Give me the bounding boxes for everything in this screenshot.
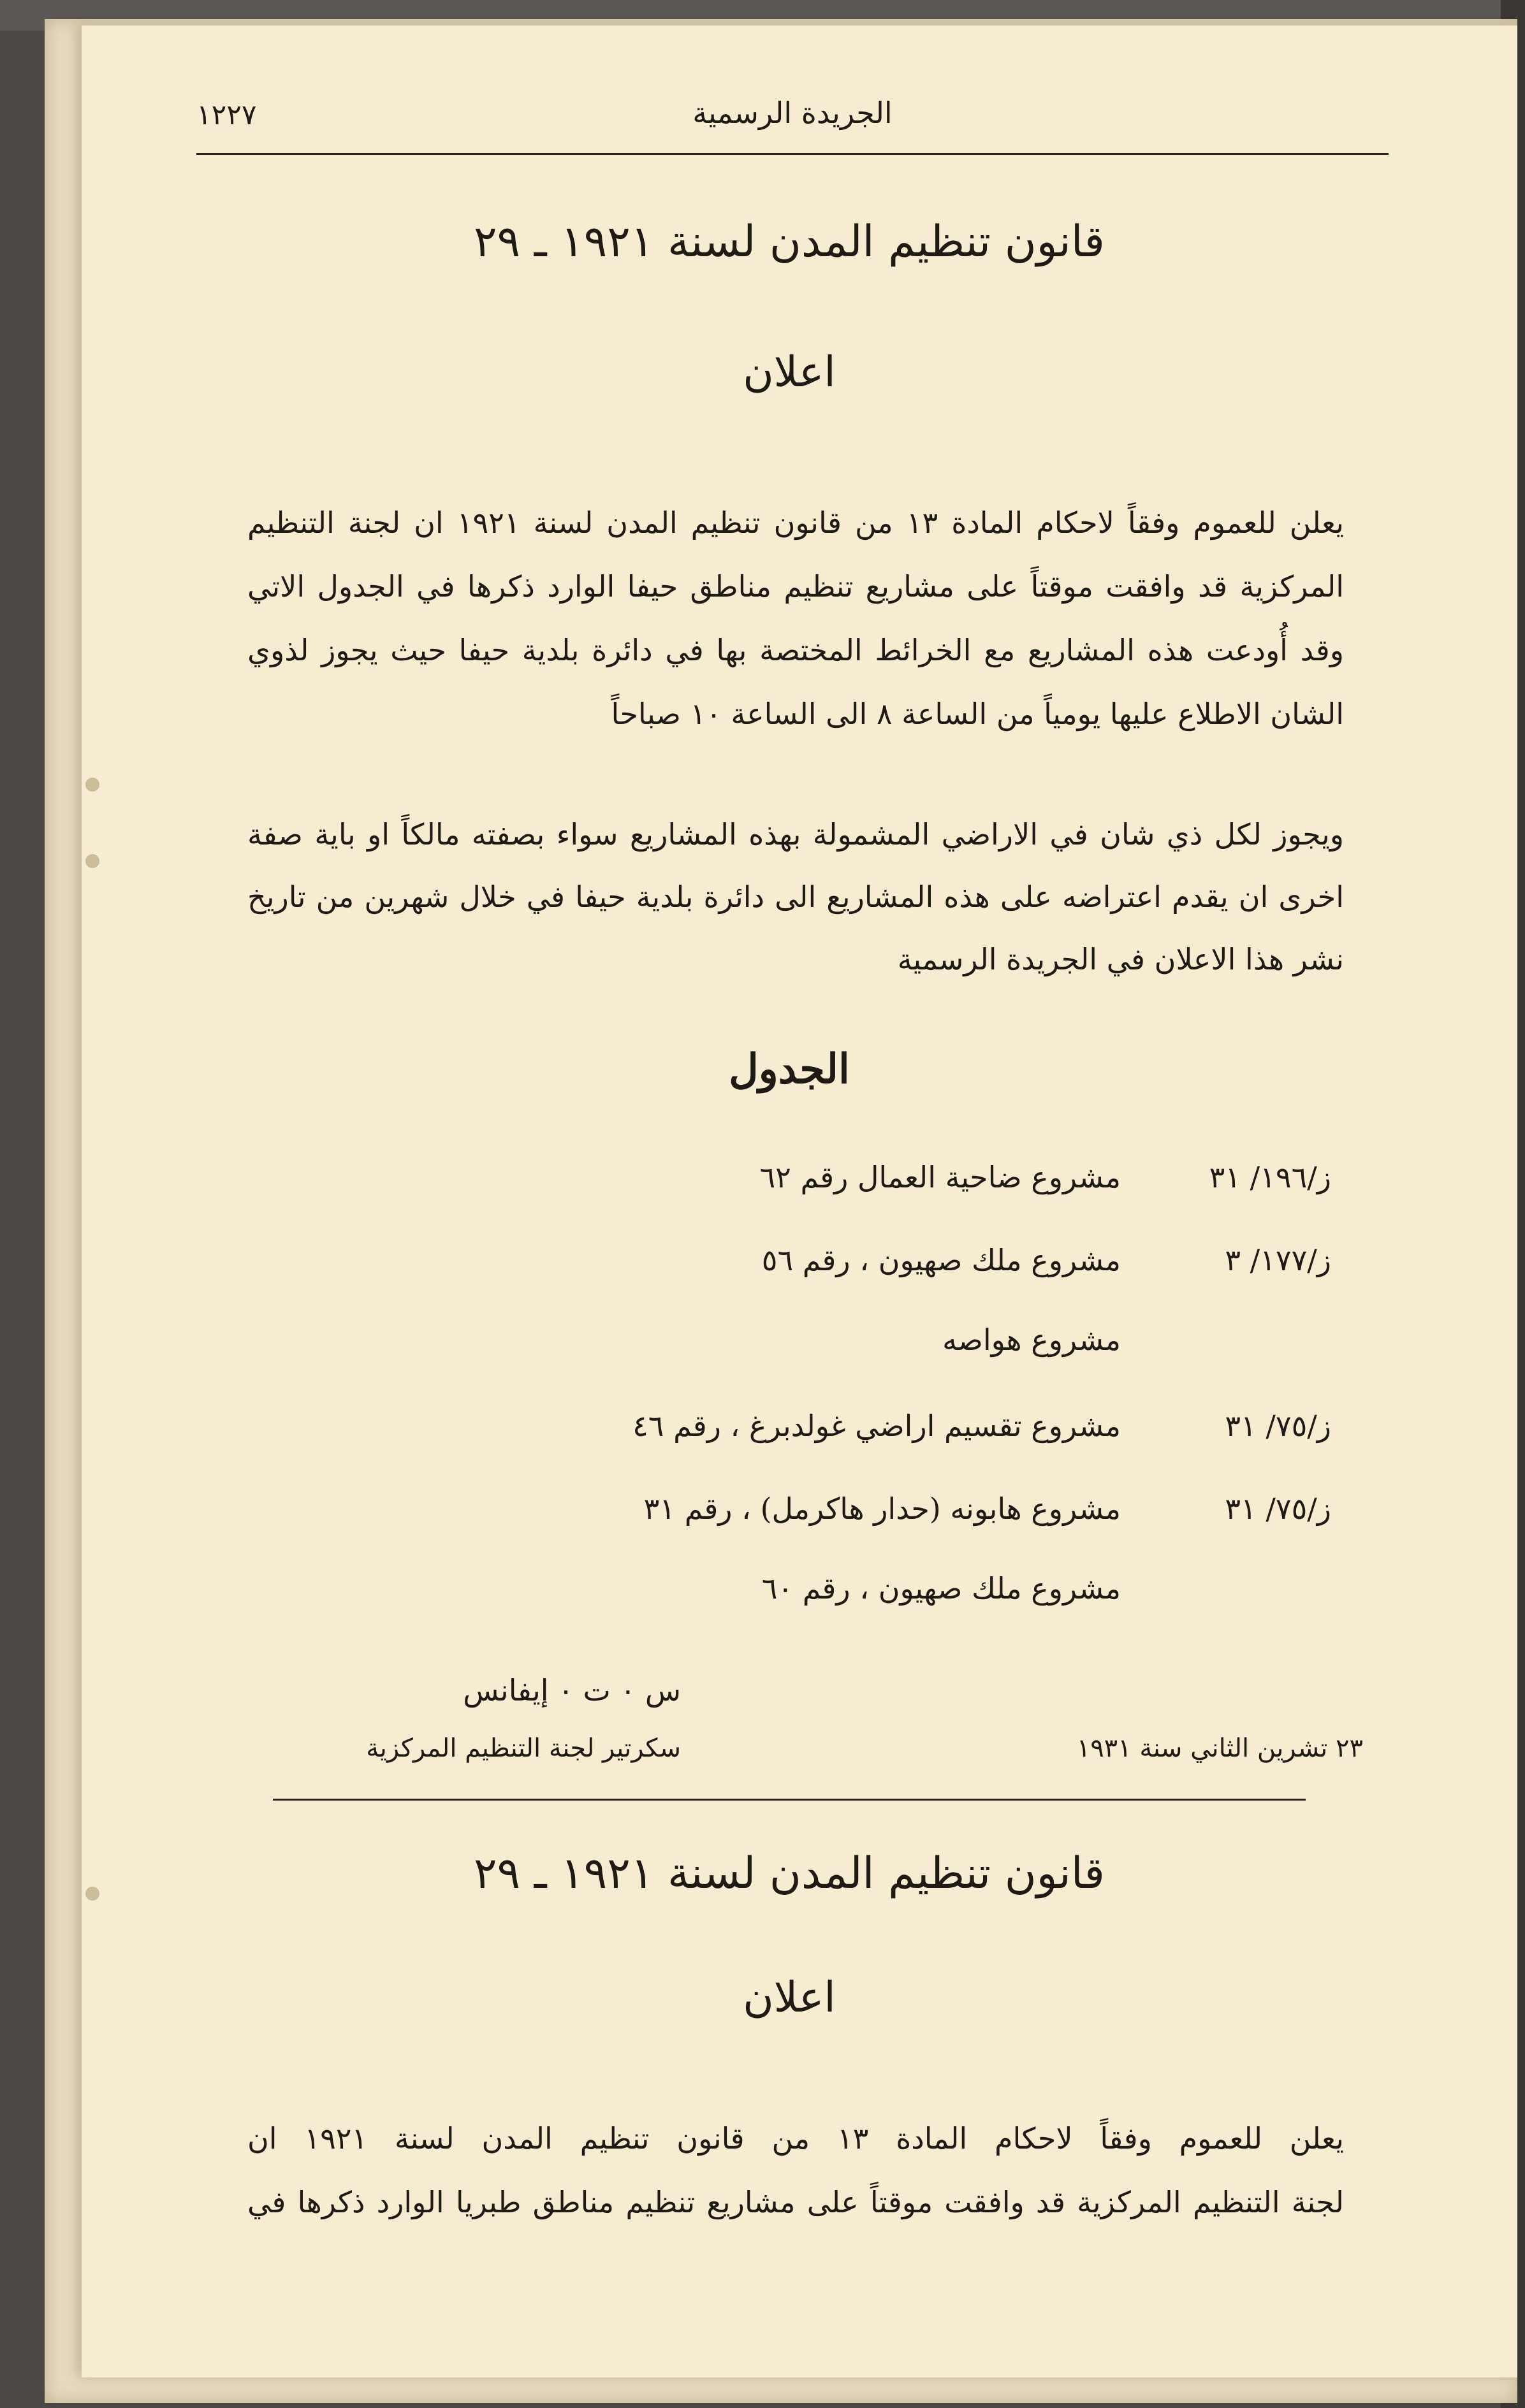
table-project: مشروع هواصه: [942, 1323, 1121, 1357]
header-rule: [196, 153, 1389, 155]
table-project: مشروع تقسيم اراضي غولدبرغ ، رقم ٤٦: [632, 1409, 1121, 1443]
table-row: [566, 1571, 1331, 1622]
signatory-title: سكرتير لجنة التنظيم المركزية: [366, 1734, 681, 1763]
table-project: مشروع هابونه (حدار هاكرمل) ، رقم ٣١: [643, 1491, 1121, 1526]
notice1-law-title: قانون تنظيم المدن لسنة ١٩٢١ ـ ٢٩: [474, 217, 1105, 267]
table-ref: ز/١٩٦/ ٣١: [1209, 1160, 1331, 1194]
table-row: [566, 1160, 1331, 1211]
page-number: ١٢٢٧: [196, 99, 257, 131]
table-row: [566, 1323, 1331, 1374]
table-project: مشروع ملك صهيون ، رقم ٦٠: [761, 1571, 1121, 1606]
gazette-page: [82, 25, 1517, 2377]
binding-hole: [85, 1887, 99, 1901]
notice2-heading: اعلان: [743, 1973, 836, 2022]
table-ref: ز/٧٥/ ٣١: [1225, 1409, 1331, 1443]
binding-hole: [85, 854, 99, 868]
table-row: [566, 1243, 1331, 1294]
running-header: [196, 96, 1389, 153]
table-row: [566, 1409, 1331, 1460]
notice-date: ٢٣ تشرين الثاني سنة ١٩٣١: [1076, 1734, 1363, 1763]
notice1-paragraph-2: ويجوز لكل ذي شان في الاراضي المشمولة بهذه المشاريع سواء بصفته مالكاً او باية صفة اخرى ان يقدم اعتراضه على هذه المشاريع الى دائرة بلدية حيفا في خلال شهرين من تاريخ نشر هذا الاعلان في الجريدة الرسمية: [247, 817, 1344, 976]
notice2-paragraph-line-2: لجنة التنظيم المركزية قد وافقت موقتاً على مشاريع تنظيم مناطق طبريا الوارد ذكرها في: [247, 2185, 1344, 2219]
table-ref: ز/٧٥/ ٣١: [1225, 1491, 1331, 1526]
table-project: مشروع ضاحية العمال رقم ٦٢: [759, 1160, 1121, 1194]
binding-hole: [85, 778, 99, 792]
gazette-title: الجريدة الرسمية: [692, 96, 893, 130]
table-project: مشروع ملك صهيون ، رقم ٥٦: [761, 1243, 1121, 1277]
table-row: [566, 1491, 1331, 1542]
signatory-name: س ٠ ت ٠ إيفانس: [463, 1673, 681, 1708]
section-divider: [273, 1799, 1306, 1801]
table-ref: ز/١٧٧/ ٣: [1225, 1243, 1331, 1277]
notice1-heading: اعلان: [743, 347, 836, 396]
notice2-law-title: قانون تنظيم المدن لسنة ١٩٢١ ـ ٢٩: [474, 1848, 1105, 1899]
table-heading: الجدول: [729, 1045, 850, 1093]
notice2-paragraph-line-1: يعلن للعموم وفقاً لاحكام المادة ١٣ من قانون تنظيم المدن لسنة ١٩٢١ ان: [247, 2121, 1345, 2156]
notice1-paragraph-1: يعلن للعموم وفقاً لاحكام المادة ١٣ من قانون تنظيم المدن لسنة ١٩٢١ ان لجنة التنظيم المركزية قد وافقت موقتاً على مشاريع تنظيم مناطق حيفا الوارد ذكرها في الجدول الاتي وقد أُودعت هذه المشاريع مع الخرائط المختصة بها في دائرة بلدية حيفا حيث يجوز لذوي الشان الاطلاع عليها يومياً من الساعة ٨ الى الساعة ١٠ صباحاً: [247, 505, 1344, 731]
